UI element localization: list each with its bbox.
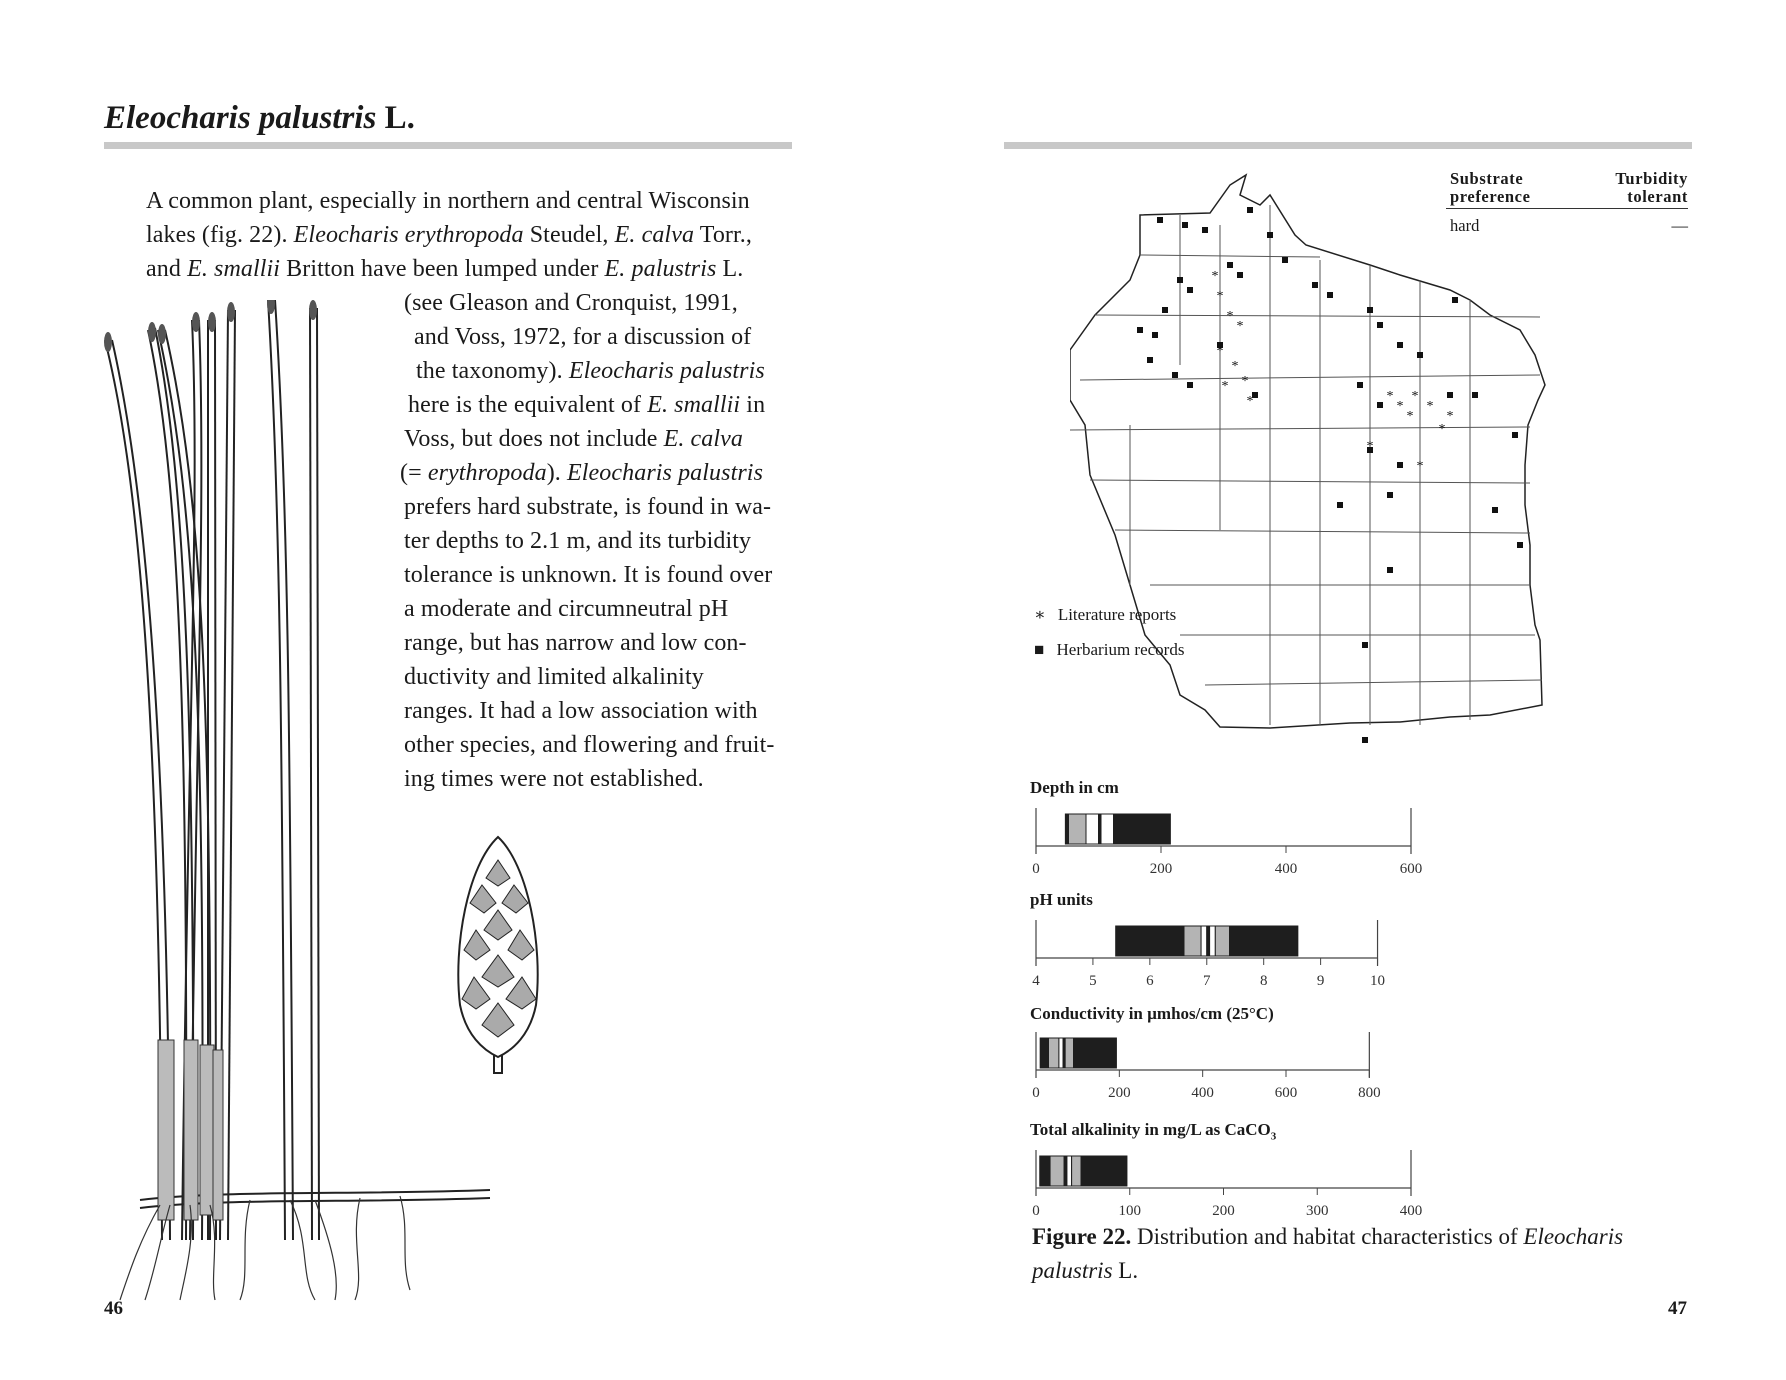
- herbarium-point: [1312, 282, 1318, 288]
- range-bar-segment: [1065, 1038, 1073, 1068]
- tick-label: 400: [1191, 1085, 1214, 1101]
- text-run: (=: [400, 460, 428, 486]
- herbarium-marker: ■: [1034, 640, 1045, 659]
- herbarium-point: [1227, 262, 1233, 268]
- herbarium-point: [1157, 217, 1163, 223]
- legend-herbarium: [1034, 640, 1184, 660]
- tick-label: 4: [1032, 973, 1040, 989]
- literature-label: Literature reports: [1057, 605, 1177, 624]
- text-run: ductivity and limited alkalinity: [404, 664, 704, 690]
- range-bar-segment: [1049, 1038, 1059, 1068]
- literature-point: *: [1231, 359, 1239, 374]
- herbarium-point: [1137, 327, 1143, 333]
- text-run: range, but has narrow and low con-: [404, 630, 747, 656]
- range-bar-segment: [1116, 926, 1184, 956]
- herbarium-point: [1362, 642, 1368, 648]
- herbarium-point: [1387, 492, 1393, 498]
- literature-point: *: [1446, 409, 1454, 424]
- range-bar-segment: [1114, 814, 1171, 844]
- italic-run: E. smallii: [187, 256, 281, 282]
- tick-label: 9: [1316, 973, 1325, 989]
- tick-label: 300: [1306, 1203, 1329, 1219]
- tick-label: 200: [1149, 861, 1173, 877]
- literature-point: *: [1366, 439, 1374, 454]
- alkalinity-title-subscript: 3: [1270, 1130, 1277, 1143]
- text-run: Steudel,: [523, 222, 615, 248]
- literature-point: *: [1236, 319, 1244, 334]
- herbarium-point: [1397, 462, 1403, 468]
- literature-point: *: [1386, 389, 1394, 404]
- herbarium-point: [1447, 392, 1453, 398]
- herbarium-point: [1237, 272, 1243, 278]
- literature-point: *: [1416, 459, 1424, 474]
- page-number-left: 46: [104, 1298, 123, 1319]
- turbidity-header-line1: Turbidity: [1615, 169, 1688, 188]
- text-run: A common plant, especially in northern and central Wisconsin: [146, 188, 750, 214]
- tick-label: 10: [1370, 973, 1386, 989]
- range-bar-segment: [1069, 814, 1087, 844]
- range-bar-segment: [1230, 926, 1298, 956]
- text-run: lakes (fig. 22).: [146, 222, 294, 248]
- range-bar-segment: [1215, 926, 1229, 956]
- literature-point: *: [1406, 409, 1414, 424]
- tick-label: 400: [1399, 1203, 1423, 1219]
- tick-label: 600: [1399, 861, 1423, 877]
- range-bar-segment: [1081, 1156, 1127, 1186]
- literature-point: *: [1438, 422, 1446, 437]
- range-bar-segment: [1101, 814, 1114, 844]
- text-run: ).: [546, 460, 567, 486]
- text-run: in: [740, 392, 766, 418]
- tick-label: 8: [1259, 973, 1268, 989]
- substrate-value: hard: [1450, 216, 1480, 235]
- herbarium-point: [1492, 507, 1498, 513]
- range-bar-segment: [1050, 1156, 1064, 1186]
- text-run: Voss, but does not include: [404, 426, 664, 452]
- range-bar-segment: [1086, 814, 1099, 844]
- plant-illustration: [100, 300, 520, 1305]
- herbarium-point: [1377, 322, 1383, 328]
- caption-author: L.: [1112, 1258, 1139, 1283]
- text-run: ing times were not established.: [404, 766, 704, 792]
- caption-text: Distribution and habitat characteristics of: [1131, 1224, 1524, 1249]
- tick-label: 100: [1118, 1203, 1141, 1219]
- text-run: the taxonomy).: [416, 358, 569, 384]
- italic-run: Eleocharis erythropoda: [293, 222, 524, 248]
- text-run: and Voss, 1972, for a discussion of: [414, 324, 752, 350]
- herbarium-point: [1417, 352, 1423, 358]
- herbarium-point: [1187, 287, 1193, 293]
- range-bar-segment: [1074, 1038, 1117, 1068]
- herbarium-point: [1367, 307, 1373, 313]
- herbarium-point: [1387, 567, 1393, 573]
- literature-point: *: [1216, 344, 1224, 359]
- text-run: ter depths to 2.1 m, and its turbidity: [404, 528, 752, 554]
- tick-label: 0: [1032, 861, 1040, 877]
- text-run: L.: [716, 256, 744, 282]
- distribution-map: [1070, 165, 1640, 765]
- italic-run: Eleocharis palustris: [568, 358, 765, 384]
- text-run: here is the equivalent of: [408, 392, 648, 418]
- herbarium-point: [1397, 342, 1403, 348]
- substrate-header-line1: Substrate: [1450, 169, 1524, 188]
- tick-label: 7: [1203, 973, 1211, 989]
- literature-point: *: [1226, 309, 1234, 324]
- range-bar-segment: [1210, 926, 1216, 956]
- figure-caption: [1032, 1220, 1623, 1288]
- literature-point: *: [1216, 289, 1224, 304]
- depth-chart: [1030, 800, 1430, 880]
- herbarium-point: [1202, 227, 1208, 233]
- text-run: Torr.,: [694, 222, 752, 248]
- turbidity-value: —: [1671, 216, 1688, 235]
- herbarium-point: [1327, 292, 1333, 298]
- paragraph-line: [146, 252, 743, 286]
- herbarium-point: [1247, 207, 1253, 213]
- herbarium-point: [1377, 402, 1383, 408]
- herbarium-point: [1152, 332, 1158, 338]
- herbarium-point: [1187, 382, 1193, 388]
- text-run: tolerance is unknown. It is found over: [404, 562, 773, 588]
- herbarium-point: [1162, 307, 1168, 313]
- page-number-right: 47: [1668, 1298, 1687, 1319]
- title-author: L.: [384, 100, 415, 136]
- caption-species-b: palustris: [1032, 1258, 1113, 1283]
- alkalinity-title-text: Total alkalinity in mg/L as CaCO: [1030, 1120, 1271, 1139]
- conductivity-chart: [1030, 1024, 1430, 1104]
- text-run: (see Gleason and Cronquist, 1991,: [404, 290, 738, 316]
- tick-label: 400: [1274, 861, 1298, 877]
- range-bar-segment: [1059, 1038, 1063, 1068]
- herbarium-point: [1472, 392, 1478, 398]
- text-run: a moderate and circumneutral pH: [404, 596, 729, 622]
- alkalinity-chart: [1030, 1142, 1430, 1222]
- text-run: ranges. It had a low association with: [404, 698, 758, 724]
- depth-chart-title: Depth in cm: [1030, 778, 1119, 797]
- substrate-header-line2: preference: [1450, 187, 1531, 206]
- tick-label: 0: [1032, 1085, 1040, 1101]
- range-bar-segment: [1201, 926, 1207, 956]
- literature-point: *: [1211, 269, 1219, 284]
- italic-run: Eleocharis palustris: [567, 460, 764, 486]
- text-run: prefers hard substrate, is found in wa-: [404, 494, 772, 520]
- tick-label: 600: [1274, 1085, 1298, 1101]
- herbarium-point: [1182, 222, 1188, 228]
- herbarium-point: [1282, 257, 1288, 263]
- alkalinity-chart-title: [1030, 1120, 1276, 1142]
- literature-point: *: [1396, 399, 1404, 414]
- text-run: other species, and flowering and fruit-: [404, 732, 775, 758]
- range-bar-segment: [1072, 1156, 1081, 1186]
- range-bar-segment: [1040, 1038, 1048, 1068]
- herbarium-label: Herbarium records: [1056, 640, 1185, 659]
- text-run: Britton have been lumped under: [280, 256, 605, 282]
- italic-run: E. calva: [663, 426, 744, 452]
- italic-run: E. palustris: [604, 256, 717, 282]
- herbarium-point: [1452, 297, 1458, 303]
- herbarium-point: [1147, 357, 1153, 363]
- tick-label: 0: [1032, 1203, 1040, 1219]
- italic-run: E. smallii: [647, 392, 741, 418]
- tick-label: 200: [1108, 1085, 1131, 1101]
- paragraph-line: [146, 184, 750, 218]
- title-species: Eleocharis palustris: [104, 100, 377, 136]
- paragraph-line: [146, 218, 752, 252]
- header-rule-right: [1004, 142, 1692, 149]
- tick-label: 5: [1089, 973, 1097, 989]
- page-title: [104, 100, 415, 137]
- conductivity-chart-title: Conductivity in µmhos/cm (25°C): [1030, 1004, 1274, 1023]
- literature-point: *: [1411, 389, 1419, 404]
- herbarium-point: [1517, 542, 1523, 548]
- italic-run: erythropoda: [427, 460, 547, 486]
- herbarium-point: [1172, 372, 1178, 378]
- italic-run: E. calva: [614, 222, 695, 248]
- legend-literature: [1034, 605, 1176, 625]
- range-bar-segment: [1040, 1156, 1050, 1186]
- literature-marker: ∗: [1034, 605, 1046, 624]
- herbarium-point: [1177, 277, 1183, 283]
- tick-label: 6: [1146, 973, 1154, 989]
- tick-label: 200: [1212, 1203, 1235, 1219]
- ph-chart: [1030, 912, 1430, 992]
- literature-point: *: [1246, 394, 1254, 409]
- tick-label: 800: [1358, 1085, 1381, 1101]
- herbarium-point: [1362, 737, 1368, 743]
- range-bar-segment: [1184, 926, 1201, 956]
- herbarium-point: [1337, 502, 1343, 508]
- turbidity-header-line2: tolerant: [1627, 187, 1688, 206]
- literature-point: *: [1221, 379, 1229, 394]
- caption-label: Figure 22.: [1032, 1224, 1132, 1249]
- ph-chart-title: pH units: [1030, 890, 1093, 909]
- literature-point: *: [1241, 374, 1249, 389]
- herbarium-point: [1267, 232, 1273, 238]
- caption-species-a: Eleocharis: [1523, 1224, 1624, 1249]
- herbarium-point: [1512, 432, 1518, 438]
- literature-point: *: [1426, 399, 1434, 414]
- title-rule: [104, 142, 792, 149]
- spikelet-illustration: [448, 835, 548, 1075]
- range-bar-segment: [1067, 1156, 1072, 1186]
- text-run: and: [146, 256, 188, 282]
- herbarium-point: [1357, 382, 1363, 388]
